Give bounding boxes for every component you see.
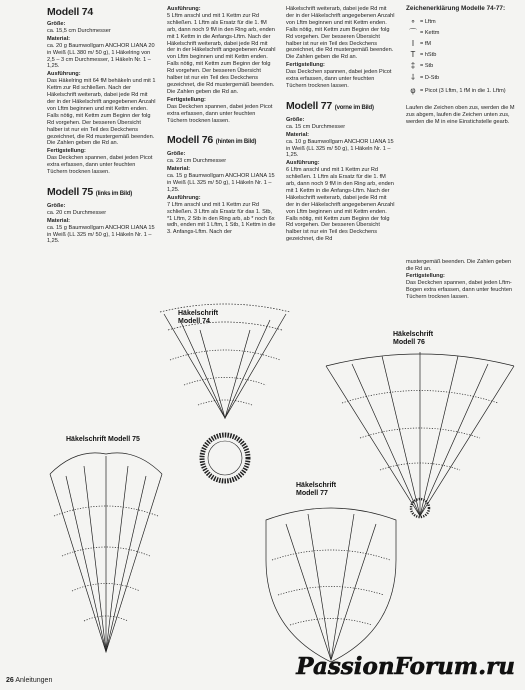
m75-title-text: Modell 75 — [47, 185, 94, 198]
m77-size: ca. 15 cm Durchmesser — [286, 123, 346, 130]
m74-finish: Das Deckchen spannen, dabei jeden Picot extra erfassen, dann unter feuchten Tüchern trocknen lassen. — [47, 155, 153, 176]
m74-execution: Das Häkelring mit 64 fM behäkeln und mit 1 Kettm zur Rd schließen. Nach der Häkelschrift weiterarb, dabei jede Rd mit der in der Häkelschrift angegebenen Anzahl von Lftm beginnen und mit Kettm enden. Falls nötig, mit Kettm zum Beginn der folg Rd vorgehen. Der besseren Übersicht halber ist nur ein Teil des Deckchens gezeichnet, die Rd mustergemäß beenden. Die Zahlen geben die Rd an. — [47, 78, 156, 147]
legend-row-dstb — [406, 72, 518, 86]
half-double-icon: T — [410, 49, 416, 59]
watermark: PassionForum.ru — [296, 653, 515, 680]
section-name: Anleitungen — [15, 677, 53, 684]
m74-finish-label: Fertigstellung: — [47, 148, 86, 155]
single-crochet-icon: I — [411, 38, 415, 48]
legend-row-hstb — [406, 50, 518, 61]
m77-execution-end: mustergemäß beenden. Die Zahlen geben die Rd an. — [406, 258, 512, 272]
m76-size-label: Größe: — [167, 151, 186, 158]
m77-execution: 6 Lftm anschl und mit 1 Kettm zur Rd schließen. 1 Lftm als Ersatz für die 1. fM arb, dann noch 9 fM in den Ring arb, enden mit 1 Kettm in die Anfangs-Lftm. Nach der Häkelschrift weiterarb, dabei jede Rd mit der in der Häkelschrift angegebenen Anzahl von Lftm beginnen und mit Kettm enden. Falls nötig, mit Kettm zum Beginn der folg Rd vorgehen. Der besseren Übersicht halber ist nur ein Teil des Deckchens gezeichnet, die Rd — [286, 167, 395, 243]
column-legend — [406, 6, 518, 301]
chart-label-77: Häkelschrift Modell 77 — [296, 482, 337, 497]
m77-subtitle: (vorne im Bild) — [334, 104, 374, 111]
legend-title: Zeichenerklärung Modelle 74-77: — [406, 5, 506, 12]
m74-material-label: Material: — [47, 35, 71, 42]
m74-size-label: Größe: — [47, 21, 66, 27]
legend-row-kettm — [406, 28, 518, 39]
m76-size: ca. 23 cm Durchmesser — [167, 158, 227, 165]
legend-text-stb: = Stb — [420, 62, 434, 69]
m77-material: ca. 10 g Baumwollgarn ANCHOR LIANA 15 in Weiß (LL 325 m/ 50 g), 1 Häkeln Nr. 1 – 1,25. — [286, 138, 394, 159]
chart-label-76: Häkelschrift Modell 76 — [393, 331, 434, 346]
picot-icon: φ — [410, 85, 416, 95]
m75-material-label: Material: — [47, 217, 71, 224]
m76-title-text: Modell 76 — [167, 134, 214, 147]
legend-text-fm: = fM — [420, 40, 432, 47]
m77-finish: Das Deckchen spannen, dabei jeden Lftm-Bogen extra erfassen, dann unter feuchten Tüchern trocknen lassen. — [406, 280, 513, 301]
m76-finish-label: Fertigstellung: — [286, 62, 325, 69]
m75-size: ca. 20 cm Durchmesser — [47, 209, 107, 216]
page-footer — [6, 677, 52, 684]
crochet-diagram-77 — [256, 500, 406, 668]
page-number: 26 — [6, 677, 14, 684]
m75-finish: Das Deckchen spannen, dabei jeden Picot extra erfassen, dann unter feuchten Tüchern trocknen lassen. — [167, 103, 273, 124]
legend-row-picot — [406, 86, 518, 97]
legend-note: Laufen die Zeichen oben zus, werden die M zus abgem, laufen die Zeichen unten zus, werden die M in eine Einstichstelle gearb. — [406, 104, 515, 125]
m76-material-label: Material: — [167, 166, 191, 173]
m77-size-label: Größe: — [286, 116, 305, 123]
modell-76-title — [167, 134, 277, 148]
crochet-diagram-75 — [36, 446, 176, 660]
m75-finish-label: Fertigstellung: — [167, 96, 206, 103]
treble-crochet-icon: ⸸ — [411, 73, 415, 83]
m76-execution: 7 Lftm anschl und mit 1 Kettm zur Rd schließen. 3 Lftm als Ersatz für das 1. Stb, *1 Lftm, 2 Stb in den Ring arb, ab * noch 6x wdh, enden mit 1 Lftm, 1 Stb, 1 Kettm in die 3. Anfangs-Lftm. Nach der — [167, 201, 276, 236]
m74-size: ca. 15,5 cm Durchmesser — [47, 27, 111, 34]
m76-finish: Das Deckchen spannen, dabei jeden Picot extra erfassen, dann unter feuchten Tüchern trocknen lassen. — [286, 69, 392, 89]
modell-74-title: Modell 74 — [47, 6, 94, 18]
legend-row-lftm — [406, 17, 518, 28]
m77-execution-label: Ausführung: — [286, 160, 320, 167]
m74-execution-label: Ausführung: — [47, 71, 81, 78]
column-modell-76-77 — [286, 6, 396, 243]
modell-75-title — [47, 186, 157, 200]
legend-text-lftm: = Lftm — [420, 18, 436, 25]
m76-material: ca. 15 g Baumwollgarn ANCHOR LIANA 15 in Weiß (LL 325 m/ 50 g), 1 Häkeln Nr. 1 – 1,25. — [167, 173, 275, 193]
slip-stitch-icon: ⌒ — [409, 27, 417, 37]
chart-label-74-text: Häkelschrift Modell 74 — [178, 310, 219, 325]
m77-material-label: Material: — [286, 131, 310, 138]
chart-label-75: Häkelschrift Modell 75 — [66, 436, 140, 443]
m76-subtitle: (hinten im Bild) — [215, 139, 257, 146]
legend-text-kettm: = Kettm — [420, 29, 440, 36]
m75-subtitle: (links im Bild) — [95, 190, 133, 197]
legend-text-dstb: = D-Stb — [420, 75, 440, 82]
m77-title-text: Modell 77 — [286, 99, 333, 112]
legend-list — [406, 17, 518, 97]
legend-text-picot: = Picot (3 Lftm, 1 fM in die 1. Lftm) — [420, 87, 506, 94]
m77-finish-label: Fertigstellung: — [406, 273, 445, 280]
legend-row-stb — [406, 61, 518, 72]
m75-execution-label: Ausführung: — [167, 6, 201, 12]
m75-execution: 5 Lftm anschl und mit 1 Kettm zur Rd schließen. 1 Lftm als Ersatz für die 1. fM arb, dann noch 9 fM in den Ring arb, enden mit 1 Kettm in die Anfangs-Lftm. Nach der Häkelschrift weiterarb, dabei jede Rd mit der in der Häkelschrift angegebenen Anzahl von Lftm beginnen und mit Kettm enden. Falls nötig, mit Kettm zum Beginn der folg Rd vorgehen. Der besseren Übersicht halber ist nur ein Teil des Deckchens gezeichnet, die Rd mustergemäß beenden. Die Zahlen geben die Rd an. — [167, 12, 276, 95]
column-modell-74 — [47, 6, 157, 245]
legend-text-hstb: = hStb — [420, 51, 437, 58]
m76-execution-label: Ausführung: — [167, 194, 201, 201]
chain-stitch-icon: ∘ — [410, 16, 416, 26]
column-modell-75-76 — [167, 6, 277, 236]
m76-execution-cont: Häkelschrift weiterarb, dabei jede Rd mit der in der Häkelschrift angegebenen Anzahl von Lftm beginnen und mit Kettm enden. Falls nötig, mit Kettm zum Beginn der folg Rd vorgehen. Der besseren Übersicht halber ist nur ein Teil des Deckchens gezeichnet, die Rd mustergemäß beenden. Die Zahlen geben die Rd an. — [286, 6, 395, 61]
legend-row-fm — [406, 39, 518, 50]
m74-material: ca. 20 g Baumwollgarn ANCHOR LIANA 20 in Weiß (LL 380 m/ 50 g), 1 Häkelring von 2,5 – 3 cm Durchmesser, 1 Häkeln Nr. 1 – 1,25. — [47, 42, 155, 70]
m75-material: ca. 15 g Baumwollgarn ANCHOR LIANA 15 in Weiß (LL 325 m/ 50 g), 1 Häkeln Nr. 1 – 1,25. — [47, 224, 155, 245]
double-crochet-icon: ‡ — [410, 60, 416, 70]
m75-size-label: Größe: — [47, 202, 66, 209]
modell-77-title — [286, 100, 396, 114]
